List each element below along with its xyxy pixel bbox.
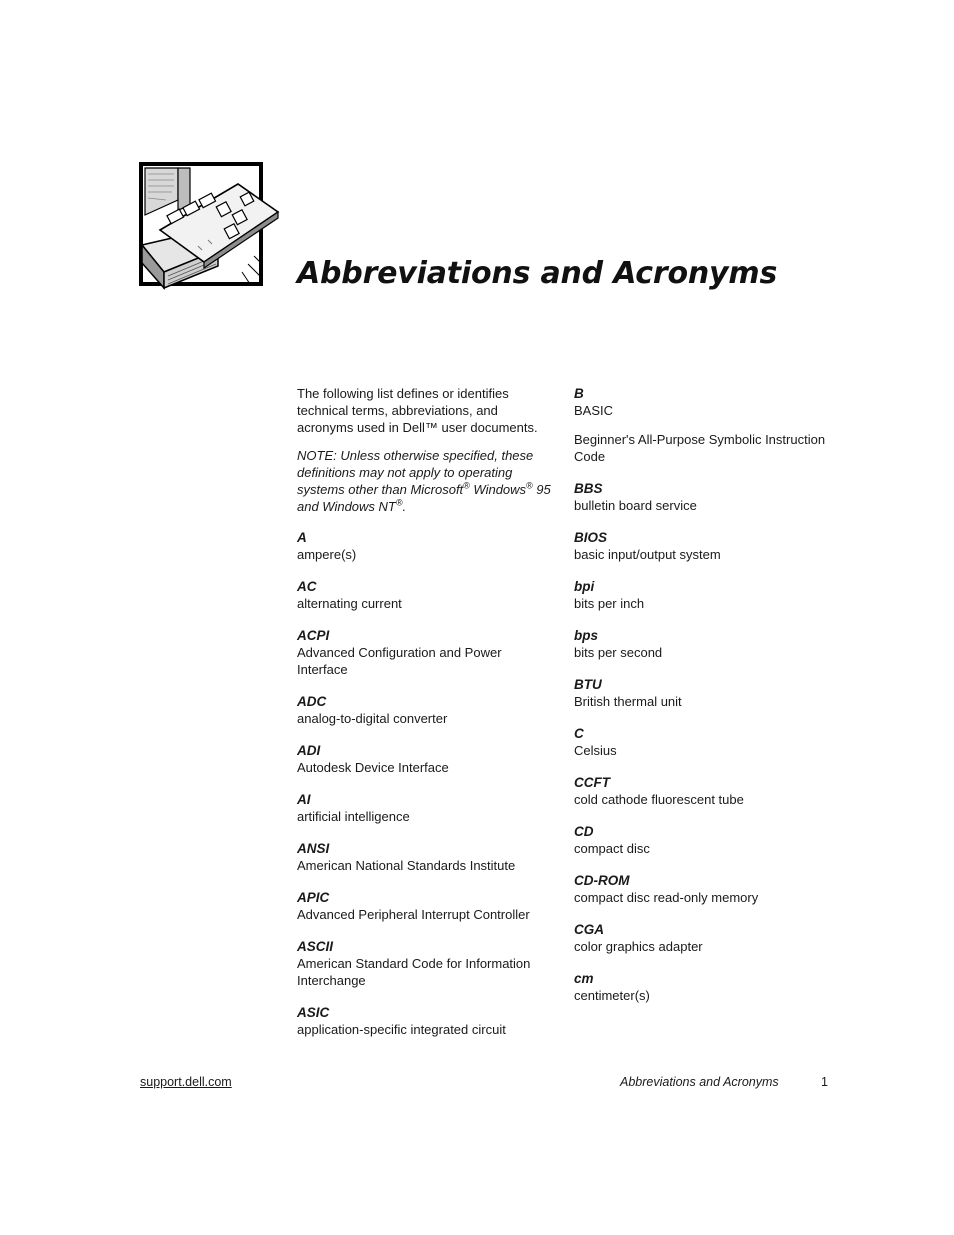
term-entry — [297, 791, 555, 825]
term-entry — [297, 938, 555, 989]
note-text: Windows — [469, 482, 527, 497]
term-definition: Advanced Configuration and Power Interface — [297, 645, 502, 677]
registered-mark: ® — [395, 497, 403, 508]
term-name: cm — [574, 971, 594, 986]
term-name: BBS — [574, 481, 603, 496]
term-definition: color graphics adapter — [574, 939, 703, 954]
term-entry — [574, 578, 832, 612]
term-entry — [574, 480, 832, 514]
term-definition: Advanced Peripheral Interrupt Controller — [297, 907, 530, 922]
term-entry — [574, 774, 832, 808]
term-name: ACPI — [297, 628, 330, 643]
term-entry — [297, 627, 555, 678]
term-entry — [574, 921, 832, 955]
term-entry — [574, 627, 832, 661]
registered-mark: ® — [463, 480, 470, 491]
term-entry — [574, 970, 832, 1004]
term-entry — [574, 725, 832, 759]
term-definition: American National Standards Institute — [297, 858, 516, 873]
term-definition: bulletin board service — [574, 498, 697, 513]
book-circuit-board-icon — [138, 160, 280, 292]
term-name: ASIC — [297, 1005, 330, 1020]
term-entry — [297, 840, 555, 874]
note-text: 95 and Windows NT — [297, 482, 551, 514]
term-name: AI — [297, 792, 311, 807]
term-entry — [574, 872, 832, 906]
term-definition: bits per second — [574, 645, 663, 660]
footer-title: Abbreviations and Acronyms — [620, 1075, 779, 1089]
page-title: Abbreviations and Acronyms — [297, 256, 778, 291]
term-definition: ampere(s) — [297, 547, 357, 562]
term-definition: basic input/output system — [574, 547, 721, 562]
term-definition: British thermal unit — [574, 694, 682, 709]
term-definition: Celsius — [574, 743, 617, 758]
term-definition: compact disc read-only memory — [574, 890, 759, 905]
term-name: ASCII — [297, 939, 334, 954]
term-definition: artificial intelligence — [297, 809, 410, 824]
term-definition: compact disc — [574, 841, 650, 856]
term-definition: alternating current — [297, 596, 402, 611]
term-definition: application-specific integrated circuit — [297, 1022, 506, 1037]
term-name: ADC — [297, 694, 327, 709]
term-name: BTU — [574, 677, 602, 692]
term-entry — [297, 578, 555, 612]
term-definition: cold cathode fluorescent tube — [574, 792, 744, 807]
term-entry — [297, 742, 555, 776]
term-name: CCFT — [574, 775, 610, 790]
term-name: bpi — [574, 579, 595, 594]
term-name: ADI — [297, 743, 321, 758]
term-entry — [297, 889, 555, 923]
term-name: A — [297, 530, 307, 545]
term-name: ANSI — [297, 841, 330, 856]
term-name: BIOS — [574, 530, 608, 545]
support-link[interactable]: support.dell.com — [140, 1075, 232, 1089]
term-name: bps — [574, 628, 599, 643]
term-name: C — [574, 726, 584, 741]
intro-paragraph: The following list defines or identifies technical terms, abbreviations, and acronyms used in Dell™ user documents. — [297, 386, 538, 435]
term-entry — [574, 529, 832, 563]
term-entry — [574, 823, 832, 857]
term-entry — [297, 529, 555, 563]
note-text: . — [402, 499, 407, 514]
term-name: AC — [297, 579, 317, 594]
term-entry — [574, 676, 832, 710]
term-definition-secondary: Beginner's All-Purpose Symbolic Instruction Code — [574, 432, 826, 464]
registered-mark: ® — [526, 480, 533, 491]
term-name: APIC — [297, 890, 330, 905]
note-paragraph — [297, 447, 555, 515]
right-column — [574, 385, 832, 1019]
term-name: CGA — [574, 922, 604, 937]
term-definition: bits per inch — [574, 596, 645, 611]
term-definition: Autodesk Device Interface — [297, 760, 449, 775]
page-number: 1 — [821, 1075, 828, 1089]
term-entry — [574, 385, 832, 465]
term-entry — [297, 1004, 555, 1038]
note-text: NOTE: Unless otherwise specified, these definitions may not apply to operating systems other than Microsoft — [297, 448, 534, 497]
term-definition: American Standard Code for Information Interchange — [297, 956, 531, 988]
term-definition: analog-to-digital converter — [297, 711, 448, 726]
term-entry — [297, 693, 555, 727]
left-column — [297, 385, 555, 1053]
term-name: CD — [574, 824, 594, 839]
term-definition: centimeter(s) — [574, 988, 650, 1003]
term-definition: BASIC — [574, 403, 614, 418]
term-name: CD-ROM — [574, 873, 630, 888]
term-name: B — [574, 386, 584, 401]
